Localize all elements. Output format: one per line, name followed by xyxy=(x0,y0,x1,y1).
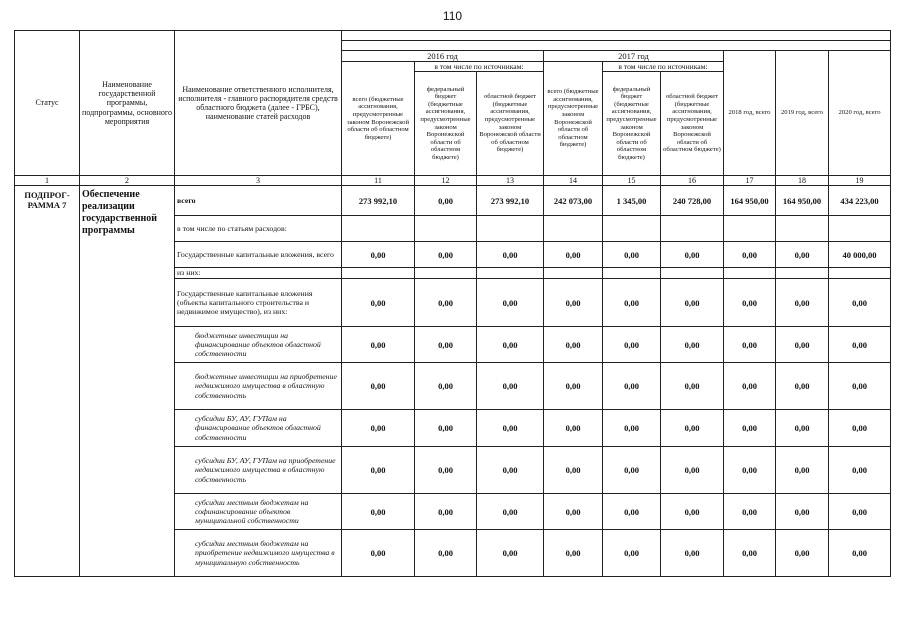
value-cell: 40 000,00 xyxy=(829,242,891,268)
header-year-2017: 2017 год xyxy=(544,51,724,62)
value-cell xyxy=(661,268,724,279)
value-cell: 240 728,00 xyxy=(661,186,724,216)
value-cell: 0,00 xyxy=(776,494,829,530)
header-regional-2016: областной бюджет (бюджетные ассигнования, предусмотренные законом Воронежской области об областном бюджете) xyxy=(477,72,544,176)
budget-table xyxy=(14,30,891,577)
page-number: 110 xyxy=(442,9,463,23)
header-program-name: Наименование государственной программы, подпрограммы, основного мероприятия xyxy=(80,31,175,176)
header-year-2016: 2016 год xyxy=(342,51,544,62)
value-cell: 0,00 xyxy=(477,327,544,363)
value-cell: 0,00 xyxy=(544,363,603,410)
value-cell: 0,00 xyxy=(661,363,724,410)
value-cell: 0,00 xyxy=(776,530,829,577)
value-cell: 0,00 xyxy=(661,279,724,327)
row-name: субсидии местным бюджетам на приобретение недвижимого имущества в муниципальную собственность xyxy=(175,530,342,577)
value-cell: 0,00 xyxy=(544,410,603,447)
value-cell: 0,00 xyxy=(477,410,544,447)
value-cell xyxy=(544,216,603,242)
value-cell: 0,00 xyxy=(603,242,661,268)
value-cell: 0,00 xyxy=(477,242,544,268)
value-cell: 0,00 xyxy=(724,447,776,494)
header-total-2017: всего (бюджетные ассигнования, предусмотренные законом Воронежской области об областном бюджете) xyxy=(544,62,603,176)
value-cell: 0,00 xyxy=(776,242,829,268)
value-cell: 0,00 xyxy=(342,410,415,447)
value-cell xyxy=(415,216,477,242)
value-cell: 0,00 xyxy=(661,530,724,577)
value-cell: 0,00 xyxy=(415,242,477,268)
column-number: 18 xyxy=(776,176,829,186)
value-cell: 0,00 xyxy=(603,494,661,530)
value-cell: 434 223,00 xyxy=(829,186,891,216)
value-cell: 0,00 xyxy=(415,363,477,410)
value-cell: 0,00 xyxy=(724,242,776,268)
value-cell xyxy=(477,216,544,242)
row-name: Государственные капитальные вложения, всего xyxy=(175,242,342,268)
value-cell xyxy=(342,216,415,242)
value-cell xyxy=(415,268,477,279)
row-name: бюджетные инвестиции на финансирование объектов областной собственности xyxy=(175,327,342,363)
column-number: 14 xyxy=(544,176,603,186)
value-cell: 0,00 xyxy=(544,494,603,530)
status-cell: ПОДПРОГ-РАММА 7 xyxy=(15,186,80,577)
value-cell: 0,00 xyxy=(477,279,544,327)
value-cell: 0,00 xyxy=(544,279,603,327)
value-cell: 0,00 xyxy=(415,447,477,494)
value-cell: 0,00 xyxy=(415,410,477,447)
value-cell: 242 073,00 xyxy=(544,186,603,216)
value-cell: 0,00 xyxy=(342,242,415,268)
value-cell: 0,00 xyxy=(724,494,776,530)
value-cell: 0,00 xyxy=(603,447,661,494)
value-cell: 0,00 xyxy=(724,327,776,363)
value-cell: 0,00 xyxy=(661,447,724,494)
value-cell: 0,00 xyxy=(829,363,891,410)
value-cell: 1 345,00 xyxy=(603,186,661,216)
value-cell: 164 950,00 xyxy=(724,186,776,216)
value-cell: 0,00 xyxy=(415,494,477,530)
header-status: Статус xyxy=(15,31,80,176)
value-cell: 0,00 xyxy=(477,363,544,410)
program-name-cell: Обеспечение реализации государственной программы xyxy=(80,186,175,577)
column-number: 19 xyxy=(829,176,891,186)
value-cell: 0,00 xyxy=(415,279,477,327)
column-number: 13 xyxy=(477,176,544,186)
value-cell: 0,00 xyxy=(829,410,891,447)
value-cell: 0,00 xyxy=(342,447,415,494)
header-responsible: Наименование ответственного исполнителя, исполнителя - главного распорядителя средств областного бюджета (далее - ГРБС), наименование статей расходов xyxy=(175,31,342,176)
value-cell: 0,00 xyxy=(544,530,603,577)
value-cell: 0,00 xyxy=(544,327,603,363)
column-number-row xyxy=(15,176,891,186)
row-name: Государственные капитальные вложения (объекты капитального строительства и недвижимое имущество), из них: xyxy=(175,279,342,327)
value-cell: 0,00 xyxy=(544,242,603,268)
column-number: 11 xyxy=(342,176,415,186)
value-cell: 0,00 xyxy=(724,410,776,447)
header-regional-2017: областной бюджет (бюджетные ассигнования, предусмотренные законом Воронежской области об областном бюджете) xyxy=(661,72,724,176)
header-2018: 2018 год, всего xyxy=(724,51,776,176)
value-cell: 0,00 xyxy=(415,327,477,363)
value-cell: 0,00 xyxy=(829,447,891,494)
value-cell xyxy=(776,216,829,242)
value-cell: 164 950,00 xyxy=(776,186,829,216)
value-cell xyxy=(829,268,891,279)
row-name: в том числе по статьям расходов: xyxy=(175,216,342,242)
value-cell: 0,00 xyxy=(776,327,829,363)
value-cell: 0,00 xyxy=(829,530,891,577)
value-cell: 0,00 xyxy=(724,530,776,577)
value-cell xyxy=(829,216,891,242)
value-cell: 0,00 xyxy=(342,494,415,530)
row-name: бюджетные инвестиции на приобретение недвижимого имущества в областную собственность xyxy=(175,363,342,410)
header-total-2016: всего (бюджетные ассигнования, предусмотренные законом Воронежской области об областном бюджете) xyxy=(342,62,415,176)
value-cell: 0,00 xyxy=(544,447,603,494)
header-blank-row xyxy=(342,41,891,51)
column-number: 2 xyxy=(80,176,175,186)
value-cell: 0,00 xyxy=(776,279,829,327)
header-federal-2017: федеральный бюджет (бюджетные ассигнования, предусмотренные законом Воронежской области об областном бюджете) xyxy=(603,72,661,176)
value-cell xyxy=(603,268,661,279)
value-cell xyxy=(724,216,776,242)
value-cell: 0,00 xyxy=(342,530,415,577)
value-cell: 0,00 xyxy=(724,363,776,410)
value-cell: 0,00 xyxy=(661,494,724,530)
value-cell: 0,00 xyxy=(603,327,661,363)
value-cell: 0,00 xyxy=(661,242,724,268)
value-cell: 0,00 xyxy=(342,279,415,327)
value-cell: 0,00 xyxy=(776,410,829,447)
value-cell: 0,00 xyxy=(477,530,544,577)
value-cell: 0,00 xyxy=(477,494,544,530)
value-cell: 0,00 xyxy=(603,279,661,327)
value-cell: 0,00 xyxy=(415,186,477,216)
value-cell xyxy=(477,268,544,279)
value-cell: 0,00 xyxy=(776,363,829,410)
column-number: 17 xyxy=(724,176,776,186)
value-cell: 0,00 xyxy=(415,530,477,577)
header-2020: 2020 год, всего xyxy=(829,51,891,176)
value-cell: 0,00 xyxy=(477,447,544,494)
value-cell: 0,00 xyxy=(829,279,891,327)
value-cell: 0,00 xyxy=(342,363,415,410)
header-federal-2016: федеральный бюджет (бюджетные ассигнования, предусмотренные законом Воронежской области об областном бюджете) xyxy=(415,72,477,176)
value-cell xyxy=(724,268,776,279)
header-sources-2016: в том числе по источникам: xyxy=(415,62,544,72)
column-number: 12 xyxy=(415,176,477,186)
value-cell: 0,00 xyxy=(603,410,661,447)
row-name: субсидии БУ, АУ, ГУПам на финансирование объектов областной собственности xyxy=(175,410,342,447)
value-cell xyxy=(342,268,415,279)
value-cell xyxy=(544,268,603,279)
value-cell xyxy=(776,268,829,279)
column-number: 16 xyxy=(661,176,724,186)
column-number: 1 xyxy=(15,176,80,186)
header-sources-2017: в том числе по источникам: xyxy=(603,62,724,72)
header-2019: 2019 год, всего xyxy=(776,51,829,176)
value-cell: 0,00 xyxy=(342,327,415,363)
column-number: 3 xyxy=(175,176,342,186)
column-number: 15 xyxy=(603,176,661,186)
table-row xyxy=(15,186,891,216)
value-cell: 0,00 xyxy=(724,279,776,327)
value-cell: 273 992,10 xyxy=(342,186,415,216)
value-cell: 0,00 xyxy=(829,327,891,363)
value-cell xyxy=(661,216,724,242)
row-name: субсидии БУ, АУ, ГУПам на приобретение недвижимого имущества в областную собственность xyxy=(175,447,342,494)
value-cell: 0,00 xyxy=(603,363,661,410)
row-name: субсидии местным бюджетам на софинансирование объектов муниципальной собственности xyxy=(175,494,342,530)
value-cell: 0,00 xyxy=(661,327,724,363)
value-cell: 0,00 xyxy=(829,494,891,530)
value-cell: 0,00 xyxy=(661,410,724,447)
row-name: из них: xyxy=(175,268,342,279)
value-cell xyxy=(603,216,661,242)
value-cell: 273 992,10 xyxy=(477,186,544,216)
value-cell: 0,00 xyxy=(603,530,661,577)
header-blank-row xyxy=(342,31,891,41)
value-cell: 0,00 xyxy=(776,447,829,494)
row-name: всего xyxy=(175,186,342,216)
